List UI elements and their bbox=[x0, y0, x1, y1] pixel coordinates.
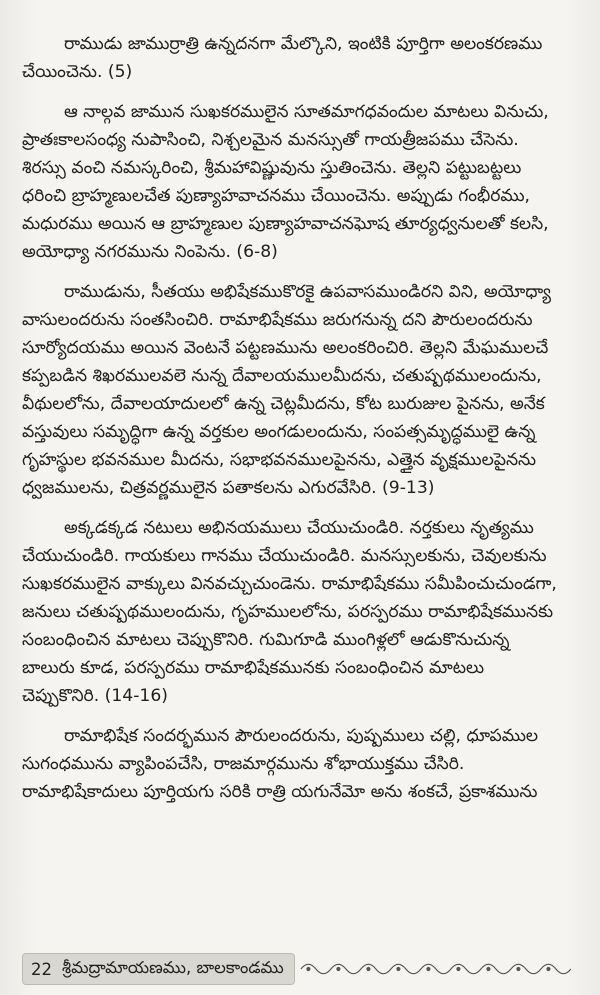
text-line: ధరించి బ్రాహ్మణులచేత పుణ్యాహవాచనము చేయించెను. అప్పుడు గంభీరము, bbox=[22, 186, 530, 206]
body-text bbox=[22, 30, 582, 818]
text-line: వాసులందరును సంతసించిరి. రామాభిషేకము జరుగనున్న దని పౌరులందరును bbox=[22, 310, 533, 330]
text-line: రాముడు జాముర్రాత్రి ఉన్నదనగా మేల్కొని, ఇంటికి పూర్తిగా అలంకరణము bbox=[64, 34, 543, 54]
text-line: అక్కడక్కడ నటులు అభినయములు చేయుచుండిరి. నర్తకులు నృత్యము bbox=[64, 518, 534, 538]
text-line: మధురము అయిన ఆ బ్రాహ్మణుల పుణ్యాహవాచనఘోష తూర్యధ్వనులతో కలసి, bbox=[22, 214, 549, 234]
text-line: చేయుచుండిరి. గాయకులు గానము చేయుచుండిరి. మనస్సులకును, చెవులకును bbox=[22, 546, 547, 566]
paragraph-3 bbox=[22, 278, 582, 502]
text-line: కప్పబడిన శిఖరములవలె నున్న దేవాలయములమీదను, చతుష్పథములందును, bbox=[22, 366, 542, 386]
text-line: వస్తువులు సమృద్ధిగా ఉన్న వర్తకుల అంగడులందును, సంపత్సమృద్ధములై ఉన్న bbox=[22, 422, 536, 442]
footer-label bbox=[22, 953, 295, 985]
text-line: రామాభిషేకాదులు పూర్తియగు సరికి రాత్రి యగునేమో అను శంకచే, ప్రకాశమును bbox=[22, 782, 538, 802]
text-line: చెప్పుకొనిరి. (14-16) bbox=[22, 686, 168, 706]
text-line: సంబంధించిన మాటలు చెప్పుకొనిరి. గుమిగూడి ముంగిళ్లలో ఆడుకొనుచున్న bbox=[22, 630, 510, 650]
page-number: 22 bbox=[31, 959, 52, 979]
text-line: సుగంధమును వ్యాపింపచేసి, రాజమార్గమును శోభాయుక్తము చేసిరి. bbox=[22, 754, 465, 774]
paragraph-2 bbox=[22, 98, 582, 266]
text-line: జనులు చతుష్పథములందును, గృహములలోను, పరస్పరము రామాభిషేకమునకు bbox=[22, 602, 554, 622]
text-line: వీథులలోను, దేవాలయాదులలో ఉన్న చెట్లమీదను, కోట బురుజుల పైనను, అనేక bbox=[22, 394, 545, 414]
text-line: శిరస్సు వంచి నమస్కరించి, శ్రీమహావిష్ణువును స్తుతించెను. తెల్లని పట్టుబట్టలు bbox=[22, 158, 522, 178]
text-line: గృహస్థుల భవనముల మీదను, సభాభవనములపైనను, ఎత్తైన వృక్షములపైనను bbox=[22, 450, 537, 470]
text-line: ఆ నాల్గవ జామున సుఖకరములైన సూతమాగధవందుల మాటలు వినుచు, bbox=[64, 102, 549, 122]
text-line: రామాభిషేక సందర్భమున పౌరులందరును, పుష్పములు చల్లి, ధూపముల bbox=[64, 726, 539, 746]
floral-border-icon bbox=[299, 954, 580, 984]
paragraph-4 bbox=[22, 514, 582, 710]
text-line: ప్రాతఃకాలసంధ్య నుపాసించి, నిశ్చలమైన మనస్సుతో గాయత్రీజపము చేసెను. bbox=[22, 130, 519, 150]
paragraph-1 bbox=[22, 30, 582, 86]
text-line: బాలురు కూడ, పరస్పరము రామాభిషేకమునకు సంబంధించిన మాటలు bbox=[22, 658, 485, 678]
text-line: సుఖకరములైన వాక్కులు వినవచ్చుచుండెను. రామాభిషేకము సమీపించుచుండగా, bbox=[22, 574, 557, 594]
book-title: శ్రీమద్రామాయణము, బాలకాండము bbox=[62, 957, 284, 977]
text-line: సూర్యోదయము అయిన వెంటనే పట్టణమును అలంకరించిరి. తెల్లని మేఘములచే bbox=[22, 338, 549, 358]
text-line: ధ్వజములను, చిత్రవర్ణములైన పతాకలను ఎగురవేసిరి. (9-13) bbox=[22, 478, 435, 498]
paragraph-5 bbox=[22, 722, 582, 806]
page-footer bbox=[22, 952, 580, 986]
text-line: అయోధ్యా నగరమును నింపెను. (6-8) bbox=[22, 242, 278, 262]
text-line: చేయించెను. (5) bbox=[22, 62, 133, 82]
text-line: రాముడును, సీతయు అభిషేకముకొరకై ఉపవాసముండిరని విని, అయోధ్యా bbox=[64, 282, 551, 302]
